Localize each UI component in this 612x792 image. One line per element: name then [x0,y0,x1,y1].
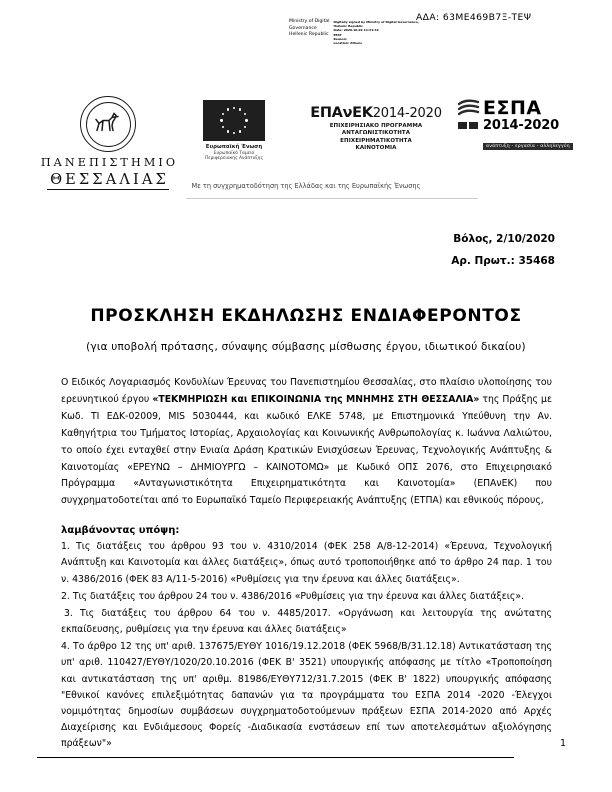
signature-detail-line-2: Hellenic Republic [333,23,363,28]
list-item: 2. Τις διατάξεις του άρθρου 24 του ν. 4386/2016 «Ρυθμίσεις για την έρευνα και άλλες διατάξεις». [61,590,524,602]
ada-code: ΑΔΑ: 63ΜΕ469Β7Ξ-ΤΕΨ [416,12,532,23]
eu-star-icon [222,126,224,128]
document-body [61,375,552,753]
signature-detail-line-4: EEST [333,32,342,37]
document-meta [451,228,555,272]
centaur-glyph-icon [91,110,125,136]
page-number: 1 [559,738,566,749]
intro-paragraph [61,375,552,510]
eu-star-icon [222,113,224,115]
eu-caption-line-2: Ευρωπαϊκό Ταμείο [213,150,255,156]
project-title: «ΤΕΚΜΗΡΙΩΣΗ και ΕΠΙΚΟΙΝΩΝΙΑ της ΜΝΗΜΗΣ ΣΤΗ ΘΕΣΣΑΛΙΑ» [152,393,480,405]
signature-detail-line-6: Location: Athens [333,41,363,46]
espa-flags-icon [458,122,480,130]
list-item: 3. Τις διατάξεις του άρθρου 64 του ν. 4485/2017. «Οργάνωση και λειτουργία της ανώτατης εκπαίδευσης, ρυθμίσεις για την έρευνα και άλλες διατάξεις» [61,607,552,636]
epanek-title-row [296,102,456,121]
university-name-line-2: ΘΕΣΣΑΛΙΑΣ [47,171,169,190]
epanek-subtitle-line-2: ΑΝΤΑΓΩΝΙΣΤΙΚΟΤΗΤΑ [341,130,411,137]
eu-star-icon [227,108,229,110]
eu-star-icon [245,119,247,121]
espa-name-row [458,98,578,118]
page-title: ΠΡΟΣΚΛΗΣΗ ΕΚΔΗΛΩΣΗΣ ΕΝΔΙΑΦΕΡΟΝΤΟΣ [90,306,522,326]
epanek-name: ΕΠΑνΕΚ [310,105,373,121]
university-name-line-1: ΠΑΝΕΠΙΣΤΗΜΙΟ [40,156,179,169]
signature-details [333,19,418,46]
signature-detail-line-3: Date: 2020.10.02 11:21:42 [333,28,379,33]
signature-authority-line-1: Ministry of Digital [289,19,330,24]
eu-star-icon [239,130,241,132]
espa-tagline: ανάπτυξη - εργασία - αλληλεγγύη [483,143,573,150]
page-subtitle: (για υποβολή πρότασης, σύναψης σύμβασης μίσθωσης έργου, ιδιωτικού δικαίου) [86,341,526,353]
protocol-number: Αρ. Πρωτ.: 35468 [451,255,555,268]
epanek-subtitle-line-1: ΕΠΙΧΕΙΡΗΣΙΑΚΟ ΠΡΟΓΡΑΜΜΑ [329,122,423,129]
eu-star-icon [233,107,235,109]
espa-swoosh-icon [458,98,480,118]
considering-heading: λαμβάνοντας υπόψη: [61,525,180,537]
intro-part-2: της Πράξης με Κωδ. ΤΙ ΕΔΚ-02009, MIS 5030444, και κωδικό ΕΛΚΕ 5748, με Επιστημονικά Υπεύθυνη την Αν. Καθηγήτρια του Τμήματος Ιστορίας, Αρχαιολογίας και Κοινωνικής Ανθρωπολογίας κ. Ιωάννα Λαλιώτου, το οποίο έχει ενταχθεί στην Ενιαία Δράση Κρατικών Ενισχύσεων Έρευνας, Τεχνολογικής Ανάπτυξης & Καινοτομίας «ΕΡΕΥΝΩ – ΔΗΜΙΟΥΡΓΩ – ΚΑΙΝΟΤΟΜΩ» με Κωδικό ΟΠΣ 2076, στο Επιχειρησιακό Πρόγραμμα «Ανταγωνιστικότητα Επιχειρηματικότητα και Καινοτομία» (ΕΠΑνΕΚ) που συγχρηματοδοτείται από το Ευρωπαϊκό Ταμείο Περιφερειακής Ανάπτυξης (ΕΤΠΑ) και εθνικούς πόρους, [61,393,552,507]
signature-detail-line-5: Reason: [333,36,348,41]
eu-logo [186,100,282,161]
centaur-seal-icon [80,96,136,152]
eu-star-icon [239,108,241,110]
epanek-logo [296,102,456,153]
epanek-subtitle-line-3: ΕΠΙΧΕΙΡΗΜΑΤΙΚΟΤΗΤΑ [340,137,412,144]
espa-logo [458,98,578,151]
espa-name: ΕΣΠΑ [483,96,542,119]
eu-star-icon [244,126,246,128]
eu-star-icon [233,132,235,134]
cofunding-divider [186,198,478,199]
epanek-years: 2014-2020 [372,106,442,121]
footer-divider [37,757,514,758]
eu-star-icon [244,113,246,115]
place-date: Βόλος, 2/10/2020 [453,233,555,245]
digital-signature-block [289,19,419,46]
eu-caption-line-3: Περιφερειακής Ανάπτυξης [204,155,264,161]
signature-authority-line-2: Governance [289,25,317,31]
university-logo [28,96,188,190]
intro-part-1: Ο Ειδικός Λογαριασμός Κονδυλίων Έρευνας του Πανεπιστημίου Θεσσαλίας, στο πλαίσιο υλοποίησης του ερευνητικού έργου [61,377,552,405]
epanek-subtitle-line-4: ΚΑΙΝΟΤΟΜΙΑ [355,145,397,152]
espa-years: 2014-2020 [483,118,559,133]
list-item: 4. Το άρθρο 12 της υπ' αριθ. 137675/ΕΥΘΥ 1016/19.12.2018 (ΦΕΚ 5968/Β/31.12.18) Αντικατάσταση της υπ' αριθ. 110427/ΕΥΘΥ/1020/20.10.2016 (ΦΕΚ Β' 3521) υπουργικής απόφασης με τίτλο «Τροποποίηση και αντικατάσταση της υπ' αριθμ. 81986/ΕΥΘΥ712/31.7.2015 (ΦΕΚ Β' 1822) υπουργικής απόφασης "Εθνικοί κανόνες επιλεξιμότητας δαπανών για τα προγράμματα του ΕΣΠΑ 2014 -2020 -Έλεγχοι νομιμότητας δημοσίων συμβάσεων συγχρηματοδοτούμενων πράξεων ΕΣΠΑ 2014-2020 από Αρχές Διαχείρισης και Ενδιάμεσους Φορείς -Διαδικασία ενστάσεων επί των αποτελεσμάτων αξιολόγησης πράξεων"» [61,641,552,750]
eu-star-icon [227,130,229,132]
list-item: 1. Τις διατάξεις του άρθρου 93 του ν. 4310/2014 (ΦΕΚ 258 Α/8-12-2014) «Έρευνα, Τεχνολογική Ανάπτυξη και Καινοτομία και άλλες διατάξεις», όπως αυτό τροποποιήθηκε από το άρθρο 24 παρ. 1 του ν. 4386/2016 (ΦΕΚ 83 Α/11-5-2016) «Ρυθμίσεις για την έρευνα και άλλες διατάξεις». [61,541,552,585]
eu-caption-line-1: Ευρωπαϊκή Ένωση [205,144,263,150]
eu-star-icon [220,119,222,121]
signature-authority-line-3: Hellenic Republic [289,32,329,38]
espa-years-row [458,119,578,132]
epanek-subtitle [296,123,456,153]
signature-detail-line-1: Digitally signed by Ministry of Digital Governance, [333,19,419,24]
eu-flag-icon [203,100,265,141]
signature-authority [289,19,329,39]
cofunding-note: Με τη συγχρηματοδότηση της Ελλάδας και της Ευρωπαϊκής Ένωσης [191,182,421,190]
